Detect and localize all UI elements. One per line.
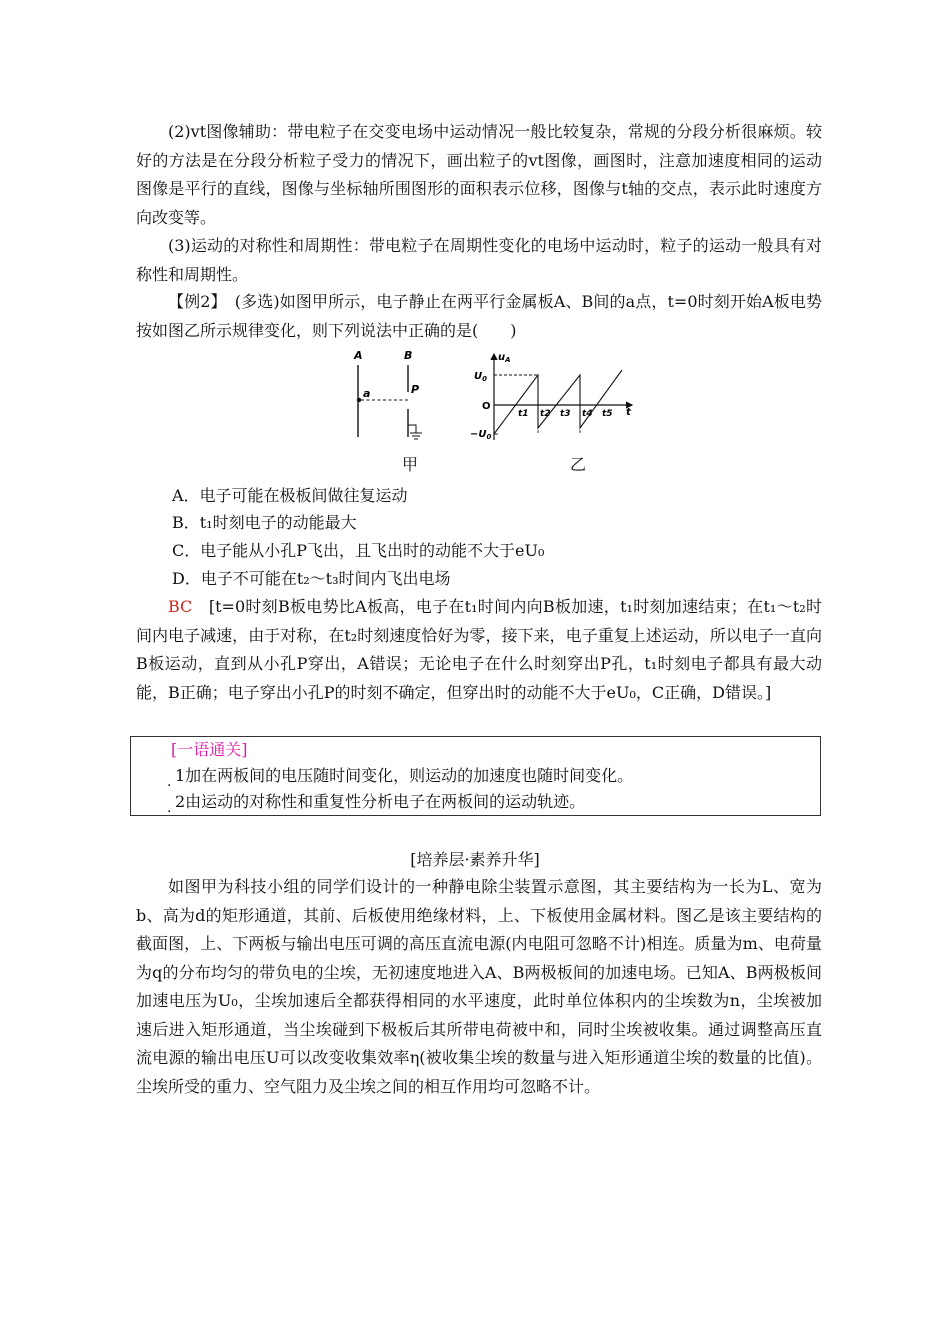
answer-explanation xyxy=(136,593,822,707)
label-t-axis: t xyxy=(626,407,631,418)
tick-t1: t1 xyxy=(518,409,529,419)
point-a xyxy=(357,398,361,402)
ground-wire xyxy=(408,425,416,433)
example-tag: 【例2】 xyxy=(168,292,219,311)
sawtooth-curve xyxy=(494,370,622,434)
paragraph-vt-graph: (2)vt图像辅助：带电粒子在交变电场中运动情况一般比较复杂，常规的分段分析很麻烦。较好的方法是在分段分析粒子受力的情况下，画出粒子的vt图像，画图时，注意加速度相同的运动图像是平行的直线，图像与坐标轴所围图形的面积表示位移，图像与t轴的交点，表示此时速度方向改变等。 xyxy=(136,122,822,227)
caption-jia: 甲 xyxy=(402,455,419,474)
answer-tag: BC xyxy=(168,597,193,616)
label-plate-a: A xyxy=(354,349,363,362)
label-neg-u0: $-U_0$ xyxy=(470,429,492,441)
label-u-axis: $u_A$ xyxy=(498,352,511,364)
example-text: (多选)如图甲所示，电子静止在两平行金属板A、B间的a点，t=0时刻开始A板电势按如图乙所示规律变化，则下列说法中正确的是( ) xyxy=(136,292,822,340)
summary-title: [一语通关] xyxy=(171,740,248,759)
section-title: [培养层·素养升华] xyxy=(410,850,540,869)
bullet-dot-icon: · xyxy=(167,804,172,820)
tick-t5: t5 xyxy=(602,409,613,419)
option-d: D．电子不可能在t₂～t₃时间内飞出电场 xyxy=(172,569,451,588)
option-a: A．电子可能在极板间做往复运动 xyxy=(172,486,408,505)
label-u0: $U_0$ xyxy=(474,371,487,383)
option-c: C．电子能从小孔P飞出，且飞出时的动能不大于eU₀ xyxy=(172,541,545,560)
option-b: B．t₁时刻电子的动能最大 xyxy=(172,513,357,532)
tick-t3: t3 xyxy=(560,409,571,419)
caption-yi: 乙 xyxy=(570,455,587,474)
tick-t2: t2 xyxy=(540,409,551,419)
paragraph-dust-collector: 如图甲为科技小组的同学们设计的一种静电除尘装置示意图，其主要结构为一长为L、宽为b、高为d的矩形通道，其前、后板使用绝缘材料，上、下板使用金属材料。图乙是该主要结构的截面图，上、下两板与输出电压可调的高压直流电源(内电阻可忽略不计)相连。质量为m、电荷量为q的分布均匀的带负电的尘埃，无初速度地进入A、B两极板间的加速电场。已知A、B两极板间加速电压为U₀，尘埃加速后全都获得相同的水平速度，此时单位体积内的尘埃数为n，尘埃被加速后进入矩形通道，当尘埃碰到下极板后其所带电荷被中和，同时尘埃被收集。通过调整高压直流电源的输出电压U可以改变收集效率η(被收集尘埃的数量与进入矩形通道尘埃的数量的比值)。尘埃所受的重力、空气阻力及尘埃之间的相互作用均可忽略不计。 xyxy=(136,877,822,1096)
label-plate-b: B xyxy=(404,349,413,362)
tick-t4: t4 xyxy=(582,409,593,419)
example-question xyxy=(136,288,822,345)
label-hole-p: P xyxy=(411,383,420,396)
answer-text: [t=0时刻B板电势比A板高，电子在t₁时间内向B板加速，t₁时刻加速结束；在t₁～t₂时间内电子减速，由于对称，在t₂时刻速度恰好为零，接下来，电子重复上述运动，所以电子一直向B板运动，直到从小孔P穿出，A错误；无论电子在什么时刻穿出P孔，t₁时刻电子都具有最大动能，B正确；电子穿出小孔P的时刻不确定，但穿出时的动能不大于eU₀，C正确，D错误。] xyxy=(136,597,822,702)
summary-item-1: · 1加在两板间的电压随时间变化，则运动的加速度也随时间变化。 xyxy=(175,763,633,789)
figure-yi xyxy=(470,348,640,443)
figure-jia xyxy=(340,345,450,445)
summary-box xyxy=(130,736,821,820)
bullet-dot-icon: · xyxy=(167,778,172,794)
label-point-a: a xyxy=(363,387,371,400)
label-origin: O xyxy=(482,401,491,412)
paragraph-symmetry: (3)运动的对称性和周期性：带电粒子在周期性变化的电场中运动时，粒子的运动一般具有对称性和周期性。 xyxy=(136,236,822,284)
summary-item-2: · 2由运动的对称性和重复性分析电子在两板间的运动轨迹。 xyxy=(175,789,585,815)
